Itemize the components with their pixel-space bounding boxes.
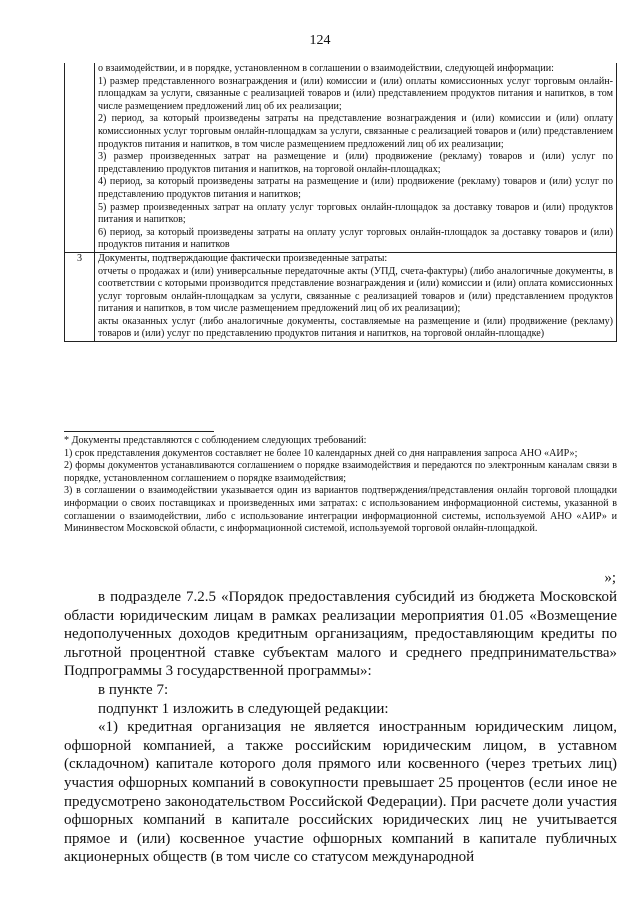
footnote-line: 3) в соглашении о взаимодействии указывается один из вариантов подтверждения/представления онлайн торговой площадки информации о своих поставщиках и произведенных ими затратах: с использованием информационной системы, указанной в соглашении о взаимодействии, либо с использование интеграции информационной системы, используемой АНО «АИР» и Мининвестом Московской области, с информационной системой, используемой торговой онлайн-площадкой. [64,485,617,535]
cell-line: отчеты о продажах и (или) универсальные передаточные акты (УПД, счета-фактуры) (либо аналогичные документы, в соответствии с которыми производится представление вознаграждения и (или) комиссии и (или) оплата комиссионных услуг торговым онлайн-площадкам за услуги, связанные с реализацией товаров и (или) представлением продуктов питания и напитков, в том числе размещением предложений лиц об их реализации); [98,265,613,315]
footnote-line: * Документы представляются с соблюдением следующих требований: [64,435,367,446]
cell-line: 2) период, за который произведены затраты на представление вознаграждения и (или) комиссии и (или) оплату комиссионных услуг торговым онлайн-площадкам за услуги, связанные с реализацией товаров и (или) представлением продуктов питания и напитков, в том числе размещением предложений лиц об их реализации; [98,113,613,150]
cell-line: Документы, подтверждающие фактически произведенные затраты: [98,252,388,264]
footnote-line: 2) формы документов устанавливаются соглашением о порядке взаимодействия и передаются по электронным каналам связи в порядке, установленном соглашением о порядке взаимодействия; [64,460,617,484]
table-row [65,63,617,252]
cell-line: 5) размер произведенных затрат на оплату услуг торговых онлайн-площадок за доставку товаров и (или) продуктов питания и напитков; [98,201,613,226]
footnote [64,435,617,536]
row-number-cell [65,63,95,252]
cell-line: 4) период, за который произведены затраты на размещение и (или) продвижение (рекламу) товаров и (или) услуг по представлению продуктов питания и напитков; [98,176,613,200]
body-paragraph: в подразделе 7.2.5 «Порядок предоставления субсидий из бюджета Московской области юридическим лицам в рамках реализации мероприятия 01.05 «Возмещение недополученных доходов кредитным организациям, предоставляющим кредиты по льготной процентной ставке субъектам малого и среднего предпринимательства» Подпрограммы 3 государственной программы»: [64,589,617,680]
body-paragraph: «1) кредитная организация не является иностранным юридическим лицом, офшорной компанией, а также российским юридическим лицом, в уставном (складочном) капитале которого доля прямого или косвенного (через третьих лиц) участия офшорных компаний в совокупности превышает 25 процентов (если иное не предусмотрено законодательством Российской Федерации). При расчете доли участия офшорных компаний в капитале российских юридических лиц не учитывается прямое и (или) косвенное участие офшорных компаний в капитале публичных акционерных обществ (в том числе со статусом международной [64,719,617,866]
footnote-divider [64,431,214,432]
body-paragraph: подпункт 1 изложить в следующей редакции: [98,700,389,717]
closing-quote: »; [604,570,616,586]
body-text [64,588,617,867]
table-row [65,252,617,341]
body-paragraph: в пункте 7: [98,681,169,698]
page-number: 124 [309,33,331,48]
cell-line: 1) размер представленного вознаграждения и (или) комиссии и (или) оплаты комиссионных услуг торговым онлайн-площадкам за услуги, связанные с реализацией товаров и (или) представлением продуктов питания и напитков, в том числе размещением предложений лиц об их реализации; [98,75,613,112]
row-number-cell: 3 [65,252,95,341]
footnote-line: 1) срок представления документов составляет не более 10 календарных дней со дня направления запроса АНО «АИР»; [64,447,578,459]
row-content-cell [95,63,617,252]
cell-line: 6) период, за который произведены затраты на оплату услуг торговых онлайн-площадок за доставку товаров и (или) продуктов питания и напитков [98,226,613,251]
requirements-table [64,63,617,342]
cell-line: акты оказанных услуг (либо аналогичные документы, составляемые на размещение и (или) продвижение (рекламу) товаров и (или) услуг по представлению продуктов питания и напитков, на торговой онлайн-площадке) [98,315,613,340]
cell-line: о взаимодействии, и в порядке, установленном в соглашении о взаимодействии, следующей информации: [98,63,554,74]
row-content-cell [95,252,617,341]
cell-line: 3) размер произведенных затрат на размещение и (или) продвижение (рекламу) товаров и (или) услуг по представлению продуктов питания и напитков, на торговой онлайн-площадках; [98,151,613,175]
